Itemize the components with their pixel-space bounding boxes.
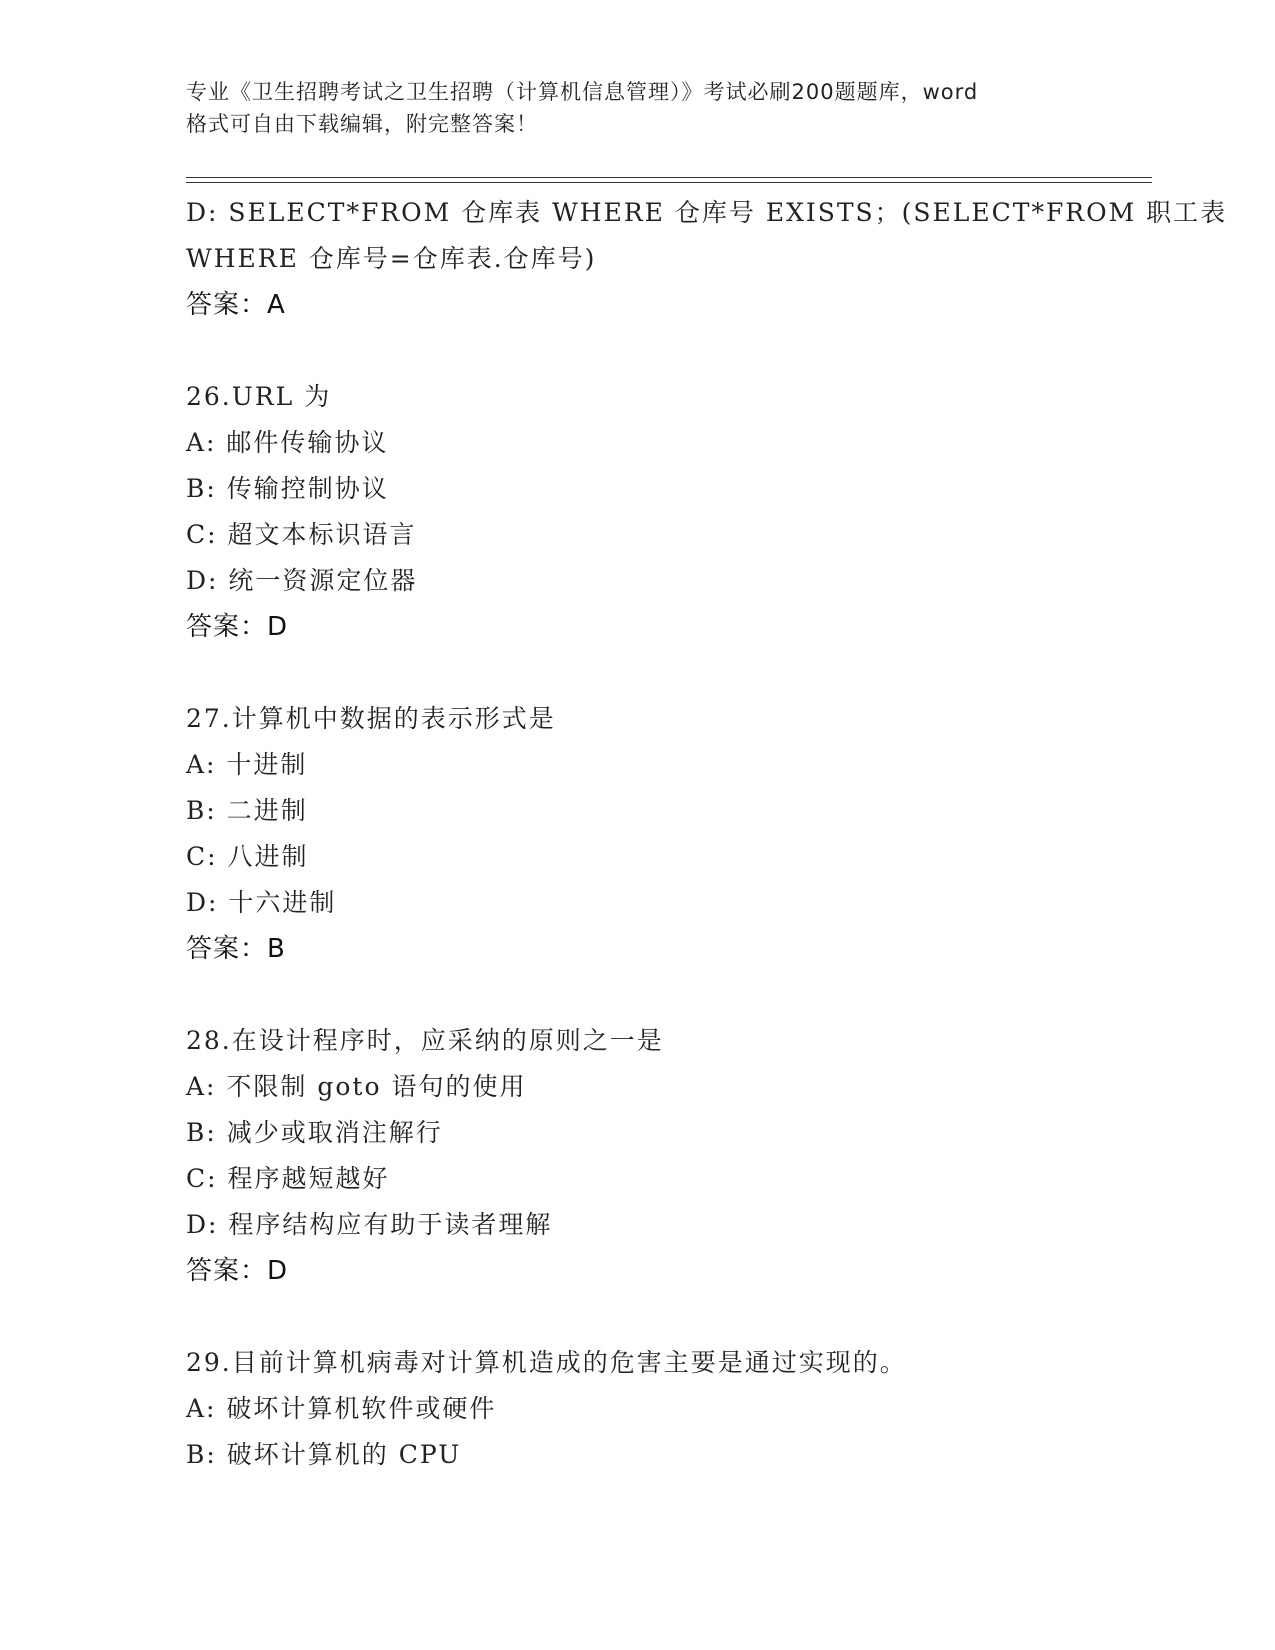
answer-line: 答案：D bbox=[186, 612, 289, 642]
option-a: A: 邮件传输协议 bbox=[186, 428, 389, 457]
option-d-line2: WHERE 仓库号=仓库表.仓库号) bbox=[186, 244, 597, 273]
header-divider-top bbox=[186, 177, 1152, 178]
option-b: B: 减少或取消注解行 bbox=[186, 1118, 443, 1147]
question-stem: 28.在设计程序时，应采纳的原则之一是 bbox=[186, 1026, 664, 1055]
question-stem: 27.计算机中数据的表示形式是 bbox=[186, 704, 556, 733]
question-26 bbox=[186, 374, 1166, 650]
question-27 bbox=[186, 696, 1166, 972]
header-title-line2: 格式可自由下载编辑，附完整答案！ bbox=[186, 112, 538, 136]
option-b: B: 破坏计算机的 CPU bbox=[186, 1440, 462, 1469]
option-c: C: 超文本标识语言 bbox=[186, 520, 417, 549]
option-d: D: 程序结构应有助于读者理解 bbox=[186, 1210, 553, 1239]
option-c: C: 程序越短越好 bbox=[186, 1164, 390, 1193]
option-d: D: 统一资源定位器 bbox=[186, 566, 418, 595]
option-d: D: 十六进制 bbox=[186, 888, 337, 917]
option-b: B: 二进制 bbox=[186, 796, 308, 825]
question-29 bbox=[186, 1340, 1166, 1478]
previous-question-tail bbox=[186, 190, 1228, 328]
answer-line: 答案：D bbox=[186, 1256, 289, 1286]
answer-line: 答案：A bbox=[186, 290, 286, 320]
option-a: A: 十进制 bbox=[186, 750, 308, 779]
answer-line: 答案：B bbox=[186, 934, 286, 964]
header-divider-bottom bbox=[186, 182, 1152, 183]
option-c: C: 八进制 bbox=[186, 842, 309, 871]
question-28 bbox=[186, 1018, 1166, 1294]
question-list bbox=[186, 190, 1228, 1478]
header-title-line1: 专业《卫生招聘考试之卫生招聘（计算机信息管理）》考试必刷200题题库，word bbox=[186, 80, 979, 104]
document-header bbox=[186, 76, 1086, 140]
option-d-line1: D: SELECT*FROM 仓库表 WHERE 仓库号 EXISTS；(SELECT*FROM 职工表 bbox=[186, 198, 1228, 227]
question-stem: 29.目前计算机病毒对计算机造成的危害主要是通过实现的。 bbox=[186, 1348, 907, 1377]
question-stem: 26.URL 为 bbox=[186, 382, 332, 411]
option-b: B: 传输控制协议 bbox=[186, 474, 389, 503]
option-a: A: 破坏计算机软件或硬件 bbox=[186, 1394, 497, 1423]
option-a: A: 不限制 goto 语句的使用 bbox=[186, 1072, 527, 1101]
